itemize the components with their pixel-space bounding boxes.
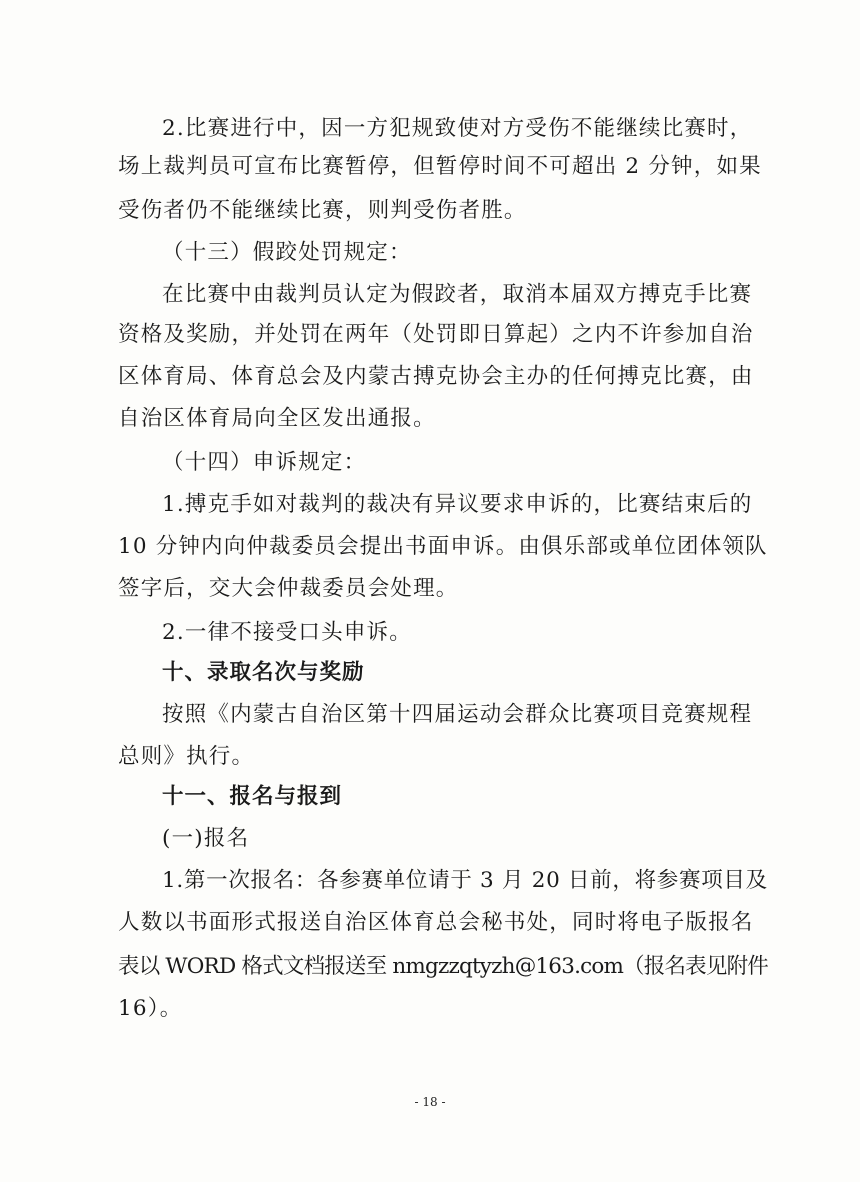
paragraph-line: 自治区体育局向全区发出通报。 xyxy=(118,406,436,431)
paragraph-line: 在比赛中由裁判员认定为假跤者，取消本届双方搏克手比赛 xyxy=(162,282,753,307)
paragraph-line: 10 分钟内向仲裁委员会提出书面申诉。由俱乐部或单位团体领队 xyxy=(118,534,768,559)
paragraph-line: 总则》执行。 xyxy=(118,744,255,769)
paragraph-line: 场上裁判员可宣布比赛暂停，但暂停时间不可超出 2 分钟，如果 xyxy=(118,154,762,179)
paragraph-line: 按照《内蒙古自治区第十四届运动会群众比赛项目竞赛规程 xyxy=(162,702,753,727)
section-heading-10: 十、录取名次与奖励 xyxy=(162,660,365,685)
paragraph-line: 2.比赛进行中，因一方犯规致使对方受伤不能继续比赛时， xyxy=(162,116,753,141)
paragraph-line: 区体育局、体育总会及内蒙古搏克协会主办的任何搏克比赛，由 xyxy=(118,364,754,389)
paragraph-line: 签字后，交大会仲裁委员会处理。 xyxy=(118,576,459,601)
paragraph-line: 资格及奖励，并处罚在两年（处罚即日算起）之内不许参加自治 xyxy=(118,322,754,347)
paragraph-line: 1.第一次报名：各参赛单位请于 3 月 20 日前，将参赛项目及 xyxy=(162,868,768,893)
page-number: - 18 - xyxy=(414,1095,446,1109)
section-heading-13: （十三）假跤处罚规定： xyxy=(162,240,412,265)
paragraph-line: 受伤者仍不能继续比赛，则判受伤者胜。 xyxy=(118,198,527,223)
section-heading-14: （十四）申诉规定： xyxy=(162,450,367,475)
section-heading-11: 十一、报名与报到 xyxy=(162,784,343,809)
paragraph-line: 1.搏克手如对裁判的裁决有异议要求申诉的，比赛结束后的 xyxy=(162,492,753,517)
subsection-heading: (一)报名 xyxy=(162,826,250,851)
paragraph-line: 表以 WORD 格式文档报送至 nmgzzqtyzh@163.com（报名表见附件 xyxy=(118,954,768,979)
paragraph-line: 2.一律不接受口头申诉。 xyxy=(162,620,412,645)
paragraph-line: 16）。 xyxy=(118,996,183,1021)
paragraph-line: 人数以书面形式报送自治区体育总会秘书处，同时将电子版报名 xyxy=(118,910,754,935)
